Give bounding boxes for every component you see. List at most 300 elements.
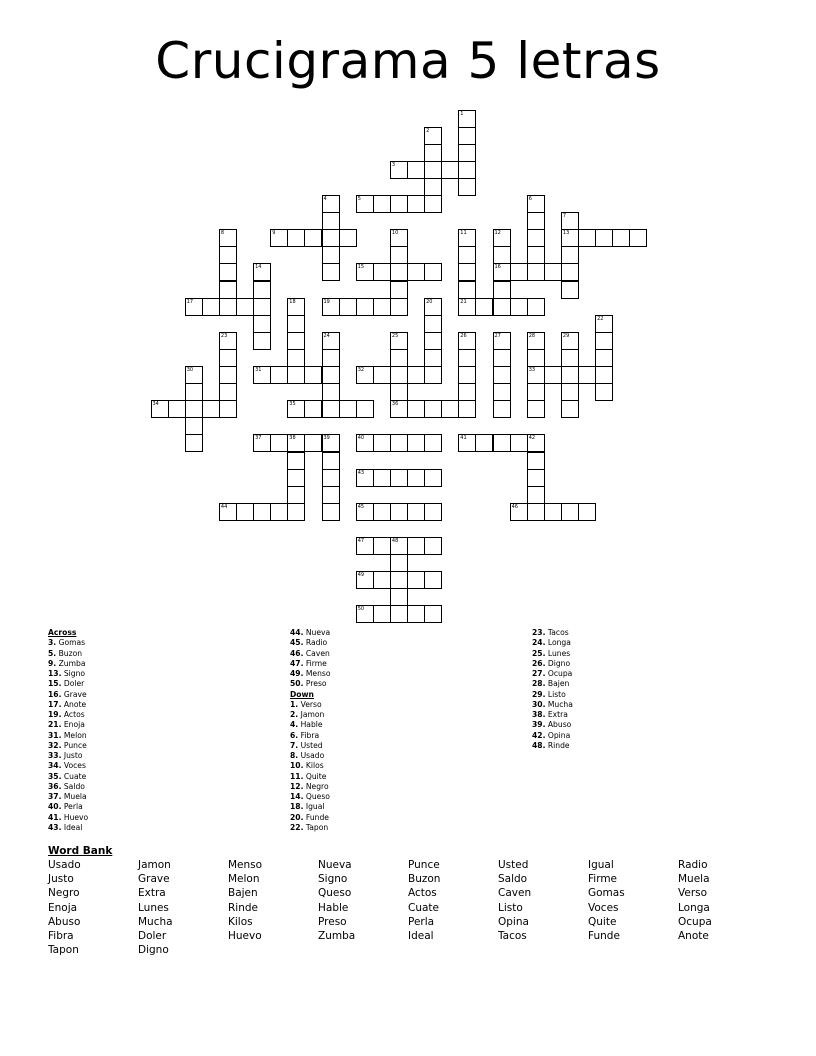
grid-cell[interactable]: [287, 434, 305, 452]
clue-number: 13: [562, 230, 570, 237]
grid-cell[interactable]: [407, 571, 425, 589]
grid-cell[interactable]: [424, 127, 442, 145]
clue-number: 46: [511, 503, 518, 510]
grid-cell[interactable]: [373, 571, 391, 589]
clue-item: 14. Queso: [290, 792, 330, 801]
grid-cell[interactable]: [407, 503, 425, 521]
grid-cell[interactable]: [373, 605, 391, 623]
grid-cell[interactable]: [390, 605, 408, 623]
clue-item: 45. Radio: [290, 638, 328, 648]
grid-cell[interactable]: [390, 554, 408, 572]
grid-cell[interactable]: [527, 298, 545, 316]
clue-number: 27: [494, 332, 501, 339]
grid-cell[interactable]: [458, 229, 476, 247]
word-bank-item: Punce: [408, 859, 440, 871]
clue-number: 49: [357, 572, 365, 579]
grid-cell[interactable]: [561, 229, 579, 247]
word-bank-item: Menso: [228, 859, 263, 871]
grid-cell[interactable]: [424, 263, 442, 281]
grid-cell[interactable]: [527, 486, 545, 504]
grid-cell[interactable]: [493, 349, 511, 367]
grid-cell[interactable]: [356, 605, 374, 623]
grid-cell[interactable]: [356, 469, 374, 487]
grid-cell[interactable]: [322, 452, 340, 470]
grid-cell[interactable]: [270, 434, 288, 452]
grid-cell[interactable]: [253, 298, 271, 316]
grid-cell[interactable]: [304, 366, 322, 384]
grid-cell[interactable]: [322, 400, 340, 418]
clue-item: 4. Hable: [290, 720, 323, 730]
grid-cell[interactable]: [458, 434, 476, 452]
grid-cell[interactable]: [407, 537, 425, 555]
grid-cell[interactable]: [287, 315, 305, 333]
grid-cell[interactable]: [458, 298, 476, 316]
grid-cell[interactable]: [595, 383, 613, 401]
grid-cell[interactable]: [407, 434, 425, 452]
grid-cell[interactable]: [527, 332, 545, 350]
grid-cell[interactable]: [544, 263, 562, 281]
clue-item: 1. Verso: [290, 699, 322, 709]
grid-cell[interactable]: [390, 400, 408, 418]
grid-cell[interactable]: [304, 434, 322, 452]
word-bank-item: Gomas: [588, 887, 625, 900]
grid-cell[interactable]: [510, 503, 528, 521]
grid-cell[interactable]: [561, 349, 579, 367]
word-bank-item: Doler: [138, 930, 167, 942]
clue-item: 12. Negro: [290, 781, 329, 791]
grid-cell[interactable]: [287, 486, 305, 504]
grid-cell[interactable]: [356, 195, 374, 213]
grid-cell[interactable]: [561, 503, 579, 521]
grid-cell[interactable]: [493, 298, 511, 316]
grid-cell[interactable]: [424, 349, 442, 367]
grid-cell[interactable]: [185, 400, 203, 418]
grid-cell[interactable]: [322, 503, 340, 521]
grid-cell[interactable]: [458, 366, 476, 384]
grid-cell[interactable]: [493, 332, 511, 350]
word-bank-item: Melon: [228, 873, 260, 886]
grid-cell[interactable]: [407, 366, 425, 384]
grid-cell[interactable]: [390, 571, 408, 589]
grid-cell[interactable]: [510, 434, 528, 452]
clue-number: 39: [323, 435, 330, 442]
grid-cell[interactable]: [629, 229, 647, 247]
grid-cell[interactable]: [185, 434, 203, 452]
grid-cell[interactable]: [424, 298, 442, 316]
grid-cell[interactable]: [407, 161, 425, 179]
grid-cell[interactable]: [527, 366, 545, 384]
grid-cell[interactable]: [356, 400, 374, 418]
clue-item: 48. Rinde: [532, 740, 570, 750]
clue-number: 2: [426, 127, 430, 134]
grid-cell[interactable]: [595, 366, 613, 384]
grid-cell[interactable]: [270, 503, 288, 521]
grid-cell[interactable]: [475, 434, 493, 452]
grid-cell[interactable]: [322, 195, 340, 213]
grid-cell[interactable]: [595, 315, 613, 333]
grid-cell[interactable]: [322, 349, 340, 367]
grid-cell[interactable]: [356, 263, 374, 281]
grid-cell[interactable]: [595, 349, 613, 367]
grid-cell[interactable]: [356, 366, 374, 384]
grid-cell[interactable]: [219, 366, 237, 384]
grid-cell[interactable]: [424, 400, 442, 418]
word-bank-item: Voces: [588, 901, 619, 914]
grid-cell[interactable]: [322, 298, 340, 316]
grid-cell[interactable]: [390, 588, 408, 606]
grid-cell[interactable]: [390, 469, 408, 487]
grid-cell[interactable]: [458, 281, 476, 299]
grid-cell[interactable]: [390, 537, 408, 555]
grid-cell[interactable]: [253, 434, 271, 452]
grid-cell[interactable]: [424, 571, 442, 589]
grid-cell[interactable]: [287, 503, 305, 521]
grid-cell[interactable]: [304, 400, 322, 418]
grid-cell[interactable]: [202, 298, 220, 316]
grid-cell[interactable]: [219, 332, 237, 350]
grid-cell[interactable]: [322, 212, 340, 230]
grid-cell[interactable]: [185, 417, 203, 435]
grid-cell[interactable]: [287, 229, 305, 247]
grid-cell[interactable]: [253, 332, 271, 350]
grid-cell[interactable]: [561, 281, 579, 299]
grid-cell[interactable]: [287, 469, 305, 487]
grid-cell[interactable]: [287, 452, 305, 470]
grid-cell[interactable]: [322, 246, 340, 264]
grid-cell[interactable]: [270, 229, 288, 247]
grid-cell[interactable]: [185, 383, 203, 401]
grid-cell[interactable]: [202, 400, 220, 418]
grid-cell[interactable]: [287, 400, 305, 418]
word-bank-item: Signo: [318, 873, 348, 886]
grid-cell[interactable]: [236, 503, 254, 521]
grid-cell[interactable]: [510, 298, 528, 316]
clue-section-header: Down: [290, 689, 314, 699]
grid-cell[interactable]: [544, 503, 562, 521]
grid-cell[interactable]: [322, 383, 340, 401]
clue-item: 6. Fibra: [290, 730, 320, 740]
grid-cell[interactable]: [339, 298, 357, 316]
grid-cell[interactable]: [458, 144, 476, 162]
word-bank-item: Actos: [408, 887, 437, 900]
word-bank-item: Opina: [498, 915, 529, 928]
word-bank-item: Anote: [678, 930, 709, 942]
clue-number: 18: [289, 298, 296, 305]
grid-cell[interactable]: [253, 315, 271, 333]
grid-cell[interactable]: [458, 110, 476, 128]
grid-cell[interactable]: [219, 400, 237, 418]
clue-number: 21: [460, 298, 467, 305]
grid-cell[interactable]: [390, 195, 408, 213]
grid-cell[interactable]: [424, 332, 442, 350]
grid-cell[interactable]: [253, 263, 271, 281]
grid-cell[interactable]: [424, 195, 442, 213]
grid-cell[interactable]: [185, 298, 203, 316]
clue-item: 33. Justo: [48, 751, 83, 760]
clue-number: 33: [528, 367, 536, 373]
word-bank-item: Justo: [48, 873, 74, 886]
grid-cell[interactable]: [407, 195, 425, 213]
grid-cell[interactable]: [185, 366, 203, 384]
grid-cell[interactable]: [356, 434, 374, 452]
grid-cell[interactable]: [493, 246, 511, 264]
grid-cell[interactable]: [527, 434, 545, 452]
word-bank-item: Cuate: [408, 901, 439, 914]
grid-cell[interactable]: [527, 195, 545, 213]
grid-cell[interactable]: [407, 263, 425, 281]
word-bank-item: Bajen: [228, 887, 258, 900]
grid-cell[interactable]: [527, 400, 545, 418]
grid-cell[interactable]: [458, 161, 476, 179]
grid-cell[interactable]: [219, 281, 237, 299]
grid-cell[interactable]: [458, 332, 476, 350]
grid-cell[interactable]: [527, 229, 545, 247]
grid-cell[interactable]: [424, 178, 442, 196]
grid-cell[interactable]: [322, 469, 340, 487]
grid-cell[interactable]: [475, 298, 493, 316]
grid-cell[interactable]: [356, 571, 374, 589]
word-bank-item: Caven: [498, 887, 532, 900]
grid-cell[interactable]: [390, 349, 408, 367]
grid-cell[interactable]: [373, 366, 391, 384]
grid-cell[interactable]: [373, 195, 391, 213]
clue-item: 28. Bajen: [532, 679, 570, 689]
clue-item: 37. Muela: [48, 792, 87, 801]
grid-cell[interactable]: [339, 229, 357, 247]
grid-cell[interactable]: [424, 161, 442, 179]
grid-cell[interactable]: [458, 349, 476, 367]
clue-number: 44: [220, 503, 228, 510]
grid-cell[interactable]: [527, 503, 545, 521]
grid-cell[interactable]: [527, 469, 545, 487]
grid-cell[interactable]: [424, 469, 442, 487]
word-bank-item: Perla: [408, 915, 435, 928]
grid-cell[interactable]: [373, 537, 391, 555]
grid-cell[interactable]: [373, 469, 391, 487]
clue-item: 13. Signo: [48, 669, 86, 678]
word-bank-item: Buzon: [408, 873, 441, 886]
word-bank-item: Ideal: [408, 930, 434, 942]
grid-cell[interactable]: [322, 366, 340, 384]
grid-cell[interactable]: [373, 298, 391, 316]
grid-cell[interactable]: [578, 503, 596, 521]
grid-cell[interactable]: [339, 400, 357, 418]
grid-cell[interactable]: [424, 144, 442, 162]
grid-cell[interactable]: [458, 178, 476, 196]
grid-cell[interactable]: [458, 263, 476, 281]
grid-cell[interactable]: [236, 298, 254, 316]
grid-cell[interactable]: [407, 469, 425, 487]
grid-cell[interactable]: [424, 605, 442, 623]
clue-item: 34. Voces: [48, 761, 86, 771]
clue-number: 26: [460, 332, 467, 339]
grid-cell[interactable]: [578, 366, 596, 384]
grid-cell[interactable]: [390, 281, 408, 299]
clue-section-header: Across: [48, 628, 77, 637]
grid-cell[interactable]: [493, 383, 511, 401]
grid-cell[interactable]: [407, 605, 425, 623]
grid-cell[interactable]: [493, 229, 511, 247]
grid-cell[interactable]: [373, 503, 391, 521]
word-bank-item: Igual: [588, 859, 614, 871]
grid-cell[interactable]: [390, 161, 408, 179]
grid-cell[interactable]: [527, 349, 545, 367]
word-bank-item: Listo: [498, 901, 523, 914]
grid-cell[interactable]: [390, 503, 408, 521]
grid-cell[interactable]: [424, 315, 442, 333]
grid-cell[interactable]: [356, 298, 374, 316]
grid-cell[interactable]: [458, 383, 476, 401]
clue-number: 37: [255, 435, 262, 442]
grid-cell[interactable]: [253, 281, 271, 299]
word-bank-item: Fibra: [48, 930, 74, 942]
grid-cell[interactable]: [322, 486, 340, 504]
grid-cell[interactable]: [304, 229, 322, 247]
word-bank-item: Extra: [138, 887, 166, 900]
clue-item: 17. Anote: [48, 699, 87, 709]
grid-cell[interactable]: [407, 400, 425, 418]
word-bank-item: Quite: [588, 915, 617, 928]
word-bank-item: Ocupa: [678, 915, 712, 928]
grid-cell[interactable]: [527, 383, 545, 401]
grid-cell[interactable]: [219, 503, 237, 521]
grid-cell[interactable]: [561, 263, 579, 281]
word-bank-item: Nueva: [318, 859, 352, 871]
grid-cell[interactable]: [561, 212, 579, 230]
clue-number: 17: [186, 298, 194, 305]
word-bank-item: Longa: [678, 901, 710, 914]
grid-cell[interactable]: [219, 263, 237, 281]
grid-cell[interactable]: [493, 281, 511, 299]
grid-cell[interactable]: [595, 229, 613, 247]
grid-cell[interactable]: [219, 246, 237, 264]
grid-cell[interactable]: [390, 434, 408, 452]
clue-number: 23: [220, 332, 228, 339]
grid-cell[interactable]: [527, 452, 545, 470]
clue-number: 22: [597, 315, 604, 322]
word-bank-item: Firme: [588, 873, 618, 886]
grid-cell[interactable]: [219, 383, 237, 401]
grid-cell[interactable]: [390, 298, 408, 316]
grid-cell[interactable]: [270, 366, 288, 384]
grid-cell[interactable]: [527, 212, 545, 230]
grid-cell[interactable]: [390, 229, 408, 247]
grid-cell[interactable]: [561, 246, 579, 264]
clue-item: 44. Nueva: [290, 628, 331, 637]
grid-cell[interactable]: [561, 400, 579, 418]
grid-cell[interactable]: [458, 127, 476, 145]
clue-item: 35. Cuate: [48, 771, 87, 781]
grid-cell[interactable]: [424, 537, 442, 555]
clue-number: 36: [391, 401, 399, 408]
grid-cell[interactable]: [219, 298, 237, 316]
grid-cell[interactable]: [424, 434, 442, 452]
word-bank-item: Abuso: [48, 915, 81, 928]
word-bank-item: Tacos: [498, 930, 527, 942]
grid-cell[interactable]: [458, 246, 476, 264]
grid-cell[interactable]: [612, 229, 630, 247]
grid-cell[interactable]: [493, 263, 511, 281]
clue-item: 16. Grave: [48, 689, 87, 699]
grid-cell[interactable]: [527, 263, 545, 281]
clue-item: 40. Perla: [48, 802, 83, 812]
clue-item: 36. Saldo: [48, 781, 85, 791]
word-bank-item: Zumba: [318, 930, 356, 942]
grid-cell[interactable]: [493, 400, 511, 418]
clue-number: 16: [494, 264, 501, 271]
clue-number: 30: [186, 367, 194, 373]
grid-cell[interactable]: [151, 400, 169, 418]
grid-cell[interactable]: [322, 332, 340, 350]
grid-cell[interactable]: [373, 263, 391, 281]
word-bank-item: Tapon: [48, 944, 79, 957]
clue-number: 3: [391, 161, 396, 168]
grid-cell[interactable]: [595, 332, 613, 350]
grid-cell[interactable]: [493, 366, 511, 384]
clue-item: 31. Melon: [48, 730, 87, 740]
grid-cell[interactable]: [253, 503, 271, 521]
grid-cell[interactable]: [390, 332, 408, 350]
grid-cell[interactable]: [253, 366, 271, 384]
clue-item: 19. Actos: [48, 710, 85, 719]
grid-cell[interactable]: [390, 246, 408, 264]
grid-cell[interactable]: [390, 383, 408, 401]
grid-cell[interactable]: [578, 229, 596, 247]
clue-item: 38. Extra: [532, 710, 568, 719]
grid-cell[interactable]: [561, 366, 579, 384]
grid-cell[interactable]: [287, 366, 305, 384]
clue-item: 43. Ideal: [48, 822, 83, 832]
grid-cell[interactable]: [441, 400, 459, 418]
grid-cell[interactable]: [493, 434, 511, 452]
grid-cell[interactable]: [219, 229, 237, 247]
grid-cell[interactable]: [390, 366, 408, 384]
grid-cell[interactable]: [287, 349, 305, 367]
clue-number: 25: [391, 332, 399, 339]
clue-number: 14: [255, 264, 262, 271]
grid-cell[interactable]: [544, 366, 562, 384]
word-bank-item: Mucha: [138, 915, 173, 928]
grid-cell[interactable]: [168, 400, 186, 418]
grid-cell[interactable]: [287, 332, 305, 350]
grid-cell[interactable]: [458, 400, 476, 418]
grid-cell[interactable]: [424, 503, 442, 521]
clue-item: 46. Caven: [290, 648, 330, 658]
clue-item: 3. Gomas: [48, 638, 86, 648]
grid-cell[interactable]: [441, 161, 459, 179]
clue-number: 8: [220, 230, 225, 237]
grid-cell[interactable]: [219, 349, 237, 367]
word-bank-item: Huevo: [228, 930, 262, 942]
clue-number: 29: [562, 332, 570, 339]
clue-item: 25. Lunes: [532, 648, 571, 658]
grid-cell[interactable]: [356, 537, 374, 555]
grid-cell[interactable]: [373, 434, 391, 452]
grid-cell[interactable]: [322, 434, 340, 452]
grid-cell[interactable]: [322, 263, 340, 281]
grid-cell[interactable]: [322, 229, 340, 247]
grid-cell[interactable]: [356, 503, 374, 521]
clue-number: 20: [426, 298, 433, 305]
grid-cell[interactable]: [390, 263, 408, 281]
word-bank-item: Usado: [48, 859, 81, 871]
grid-cell[interactable]: [527, 246, 545, 264]
grid-cell[interactable]: [424, 366, 442, 384]
grid-cell[interactable]: [510, 263, 528, 281]
grid-cell[interactable]: [561, 332, 579, 350]
grid-cell[interactable]: [287, 298, 305, 316]
grid-cell[interactable]: [561, 383, 579, 401]
